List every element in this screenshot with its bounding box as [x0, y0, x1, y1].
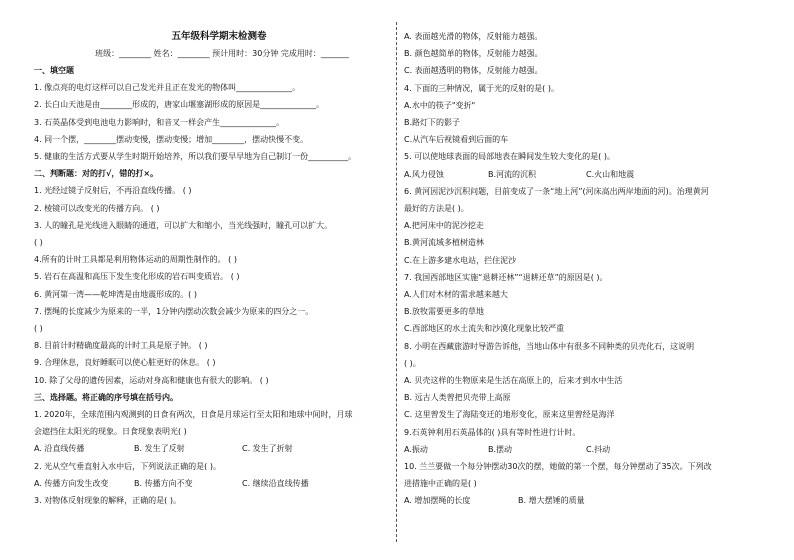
- question-line: A. 贝壳这样的生物原来是生活在高原上的，后来才到水中生活: [404, 376, 623, 386]
- question-line: 3. 石英晶体受到电池电力影响时，和音叉一样会产生______________。: [34, 117, 285, 127]
- question-line: C. 这里曾发生了海陆变迁的地形变化，原来这里曾经是海洋: [404, 410, 615, 420]
- question-line: 10. 兰兰要做一个每分钟摆动30次的摆，她做的第一个摆，每分钟摆动了35次。下列改: [404, 462, 712, 472]
- question-line: ( ): [34, 324, 43, 334]
- question-line: C.西部地区的水土流失和沙漠化现象比较严重: [404, 324, 565, 334]
- section-heading: 一、填空题: [34, 66, 74, 75]
- question-line: 1. 光经过镜子反射后，不再沿直线传播。 ( ): [34, 186, 192, 196]
- answer-option: B. 传播方向不变: [134, 478, 193, 488]
- question-line: C. 表面越透明的物体，反射能力越强。: [404, 66, 543, 76]
- question-line: B.路灯下的影子: [404, 118, 461, 128]
- question-line: 5. 岩石在高温和高压下发生变化形成的岩石叫变质岩。 ( ): [34, 272, 240, 282]
- question-line: ( ): [34, 238, 43, 248]
- question-line: 会遮挡住太阳光的现象。日食现象表明光( ): [34, 427, 187, 437]
- question-line: 3. 对物体反射现象的解释，正确的是( )。: [34, 496, 181, 506]
- question-line: 5. 可以使地球表面的局部地表在瞬间发生较大变化的是( )。: [404, 152, 615, 162]
- answer-option: A. 传播方向发生改变: [34, 478, 109, 488]
- column-divider: [396, 22, 397, 542]
- question-line: 10. 除了父母的遗传因素，运动对身高和健康也有很大的影响。 ( ): [34, 375, 269, 385]
- question-line: 9.石英钟利用石英晶体的( )具有等时性进行计时。: [404, 427, 581, 437]
- right-column: [404, 28, 764, 510]
- right-questions: [404, 28, 764, 510]
- question-line: 9. 合理休息，良好睡眠可以使心脏更好的休息。 ( ): [34, 358, 216, 368]
- question-line: A.水中的筷子"变折": [404, 100, 476, 110]
- question-line: 3. 人的瞳孔是光线进入眼睛的通道，可以扩大和缩小，当光线强时，瞳孔可以扩大。: [34, 220, 333, 230]
- question-line: B. 远古人类曾把贝壳带上高原: [404, 393, 511, 403]
- answer-option: B.河流的沉积: [488, 169, 537, 179]
- answer-option: C.抖动: [586, 444, 611, 454]
- answer-option: B. 发生了反射: [134, 444, 185, 454]
- question-line: 最好的方法是( )。: [404, 204, 469, 214]
- question-line: 2. 棱镜可以改变光的传播方向。 ( ): [34, 203, 160, 213]
- question-line: A.人们对木材的需求越来越大: [404, 290, 508, 300]
- question-line: C.从汽车后视镜看到后面的车: [404, 135, 509, 145]
- question-line: 4. 下面的三种情况，属于光的反射的是( )。: [404, 83, 559, 93]
- answer-options: [404, 492, 764, 509]
- exam-title: 五年级科学期末检测卷: [171, 31, 267, 42]
- question-line: 4. 同一个摆，________摆动变慢，摆动变慢；增加________，摆动快慢不变。: [34, 134, 309, 144]
- answer-option: C. 发生了折射: [242, 444, 293, 454]
- question-line: 2. 长白山天池是由________形成的，唐家山堰塞湖形成的原因是______________。: [34, 100, 325, 110]
- question-line: 4.所有的计时工具都是利用物体运动的周期性制作的。 ( ): [34, 255, 237, 265]
- answer-options: [34, 475, 390, 492]
- answer-option: A.风力侵蚀: [404, 169, 444, 179]
- answer-option: A. 增加摆绳的长度: [404, 496, 471, 506]
- question-line: B. 颜色越简单的物体，反射能力越强。: [404, 49, 543, 59]
- answer-options: [34, 440, 390, 457]
- answer-option: A.振动: [404, 444, 428, 454]
- question-line: 8. 小明在西藏旅游时导游告诉他，当地山体中有很多不同种类的贝壳化石，这说明: [404, 341, 695, 351]
- question-line: 进措施中正确的是( ): [404, 479, 477, 489]
- answer-options: [404, 166, 764, 183]
- section-heading: 二、判断题：对的打√，错的打×。: [34, 169, 159, 179]
- question-line: A.把河床中的泥沙挖走: [404, 221, 484, 231]
- question-line: A. 表面越光滑的物体，反射能力越强。: [404, 32, 543, 41]
- question-line: 1. 2020年，全球范围内观测到的日食有两次，日食是月球运行至太阳和地球中间时，月球: [34, 410, 353, 420]
- answer-option: C. 继续沿直线传播: [242, 478, 309, 488]
- answer-option: A. 沿直线传播: [34, 444, 85, 454]
- question-line: 2. 光从空气垂直射入水中后，下列说法正确的是( )。: [34, 461, 221, 471]
- question-line: 6. 黄河第一湾——乾坤湾是由地震形成的。( ): [34, 289, 197, 299]
- question-line: 5. 健康的生活方式要从学生时期开始培养，所以我们要早早地为自己制订一份__________。: [34, 152, 357, 162]
- answer-options: [404, 441, 764, 458]
- student-info-line: 班级：________ 姓名：________ 预计用时：30分钟 完成用时：_______: [95, 49, 349, 58]
- question-line: 1. 像点亮的电灯这样可以自己发光并且正在发光的物体叫______________。: [34, 83, 301, 93]
- question-line: ( )。: [404, 358, 421, 368]
- answer-option: B. 增大摆锤的质量: [518, 496, 585, 506]
- question-line: B.放牧需要更多的草地: [404, 307, 485, 317]
- question-line: 7. 摆绳的长度减少为原来的一半，1分钟内摆动次数会减少为原来的四分之一。: [34, 306, 314, 316]
- question-line: 7. 我国西部地区实施“退耕还林”“退耕还草”的原因是( )。: [404, 272, 608, 282]
- section-heading: 三、选择题。将正确的序号填在括号内。: [34, 392, 178, 402]
- question-line: C.在上游多建水电站，拦住泥沙: [404, 255, 517, 265]
- left-questions: [34, 62, 390, 509]
- question-line: 8. 目前计时精确度最高的计时工具是原子钟。 ( ): [34, 341, 208, 351]
- answer-option: C.火山和地震: [586, 169, 635, 179]
- left-column: [34, 28, 390, 509]
- question-line: 6. 黄河因泥沙沉积问题，目前变成了一条“地上河”(河床高出两岸地面的河)。治理黄河: [404, 186, 709, 196]
- question-line: B.黄河流域多植树造林: [404, 238, 485, 248]
- answer-option: B.摆动: [488, 444, 513, 454]
